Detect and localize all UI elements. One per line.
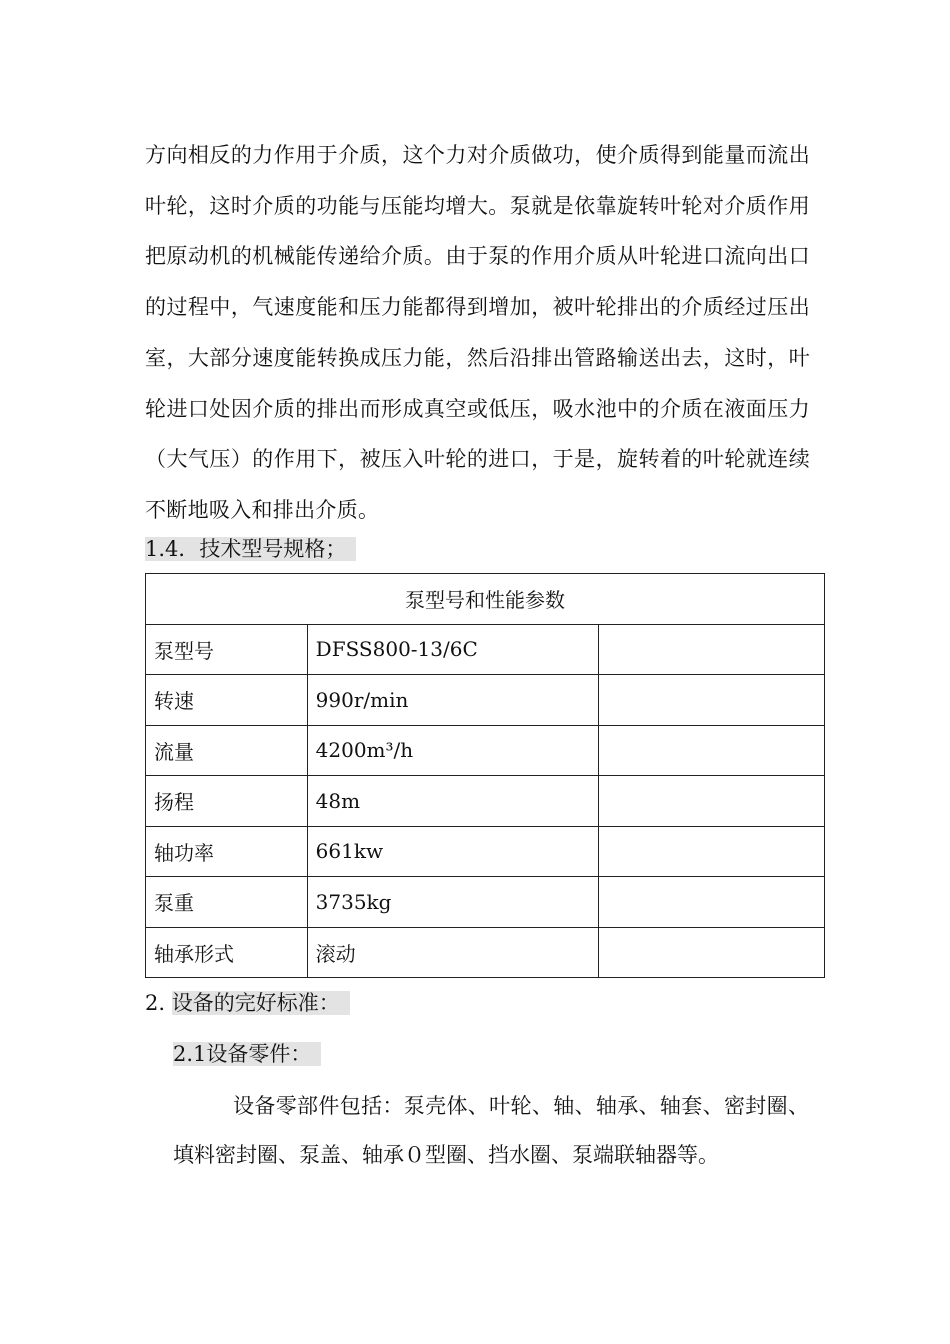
row-label: 泵重 — [146, 877, 308, 928]
section-heading-2-1 — [173, 1039, 321, 1069]
row-value: 661kw — [307, 826, 598, 877]
row-value: 990r/min — [307, 675, 598, 726]
row-label: 轴功率 — [146, 826, 308, 877]
row-value: 滚动 — [307, 927, 598, 978]
body-paragraph-pump-principle: 方向相反的力作用于介质，这个力对介质做功，使介质得到能量而流出叶轮，这时介质的功能与压能均增大。泵就是依靠旋转叶轮对介质作用把原动机的机械能传递给介质。由于泵的作用介质从叶轮进口流向出口的过程中，气速度能和压力能都得到增加，被叶轮排出的介质经过压出室，大部分速度能转换成压力能，然后沿排出管路输送出去，这时，叶轮进口处因介质的排出而形成真空或低压，吸水池中的介质在液面压力（大气压）的作用下，被压入叶轮的进口，于是，旋转着的叶轮就连续不断地吸入和排出介质。 — [145, 143, 810, 522]
table-row — [146, 675, 825, 726]
section-heading-1-4-text: 1.4．技术型号规格； — [145, 537, 356, 561]
row-extra — [598, 927, 824, 978]
row-extra — [598, 624, 824, 675]
row-label: 泵型号 — [146, 624, 308, 675]
section-heading-2 — [145, 988, 350, 1018]
row-value: 48m — [307, 776, 598, 827]
section-heading-2-text: 设备的完好标准： — [172, 991, 350, 1015]
row-label: 扬程 — [146, 776, 308, 827]
row-value: 3735kg — [307, 877, 598, 928]
row-label: 转速 — [146, 675, 308, 726]
row-label: 流量 — [146, 725, 308, 776]
table-caption: 泵型号和性能参数 — [146, 574, 825, 625]
row-value: 4200m³/h — [307, 725, 598, 776]
table-row — [146, 776, 825, 827]
table-row — [146, 826, 825, 877]
table-row — [146, 927, 825, 978]
row-label: 轴承形式 — [146, 927, 308, 978]
row-extra — [598, 675, 824, 726]
section-heading-1-4 — [145, 534, 356, 564]
table-row — [146, 725, 825, 776]
section-heading-2-number: 2. — [145, 991, 166, 1015]
row-extra — [598, 877, 824, 928]
row-extra — [598, 826, 824, 877]
table-row — [146, 877, 825, 928]
table-row — [146, 624, 825, 675]
row-value: DFSS800-13/6C — [307, 624, 598, 675]
pump-spec-table — [145, 573, 825, 978]
row-extra — [598, 725, 824, 776]
row-extra — [598, 776, 824, 827]
table-caption-row — [146, 574, 825, 625]
body-paragraph-parts-list: 设备零部件包括：泵壳体、叶轮、轴、轴承、轴套、密封圈、填料密封圈、泵盖、轴承０型圈、挡水圈、泵端联轴器等。 — [173, 1094, 809, 1167]
section-heading-2-1-text: 2.1设备零件： — [173, 1042, 321, 1066]
